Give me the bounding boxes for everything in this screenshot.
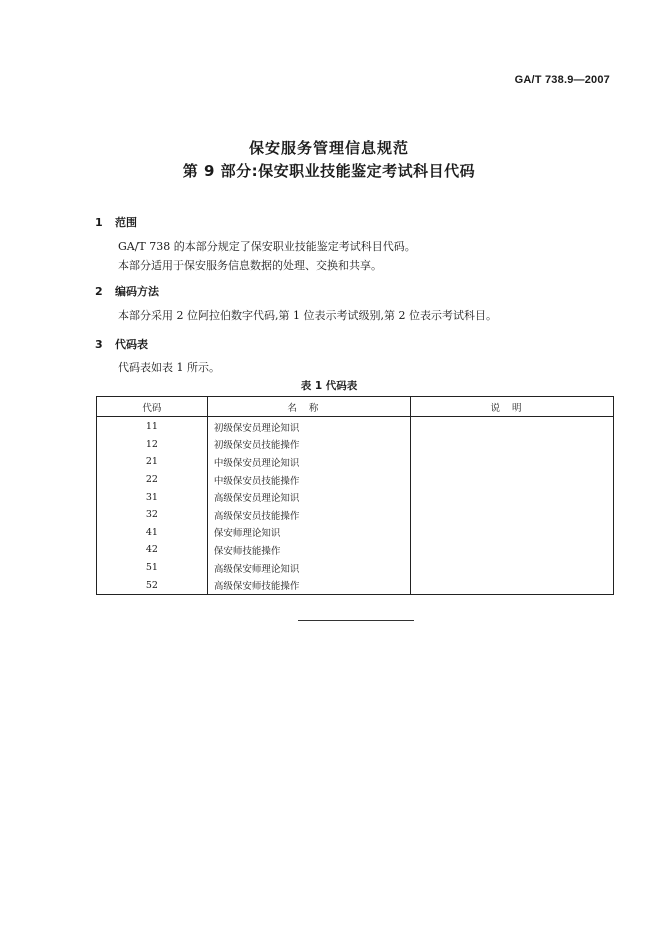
table-row — [97, 471, 614, 489]
table-row — [97, 506, 614, 524]
cell-name: 高级保安员理论知识 — [207, 488, 410, 506]
cell-code: 21 — [97, 453, 208, 471]
header-description: 说明 — [410, 397, 613, 417]
cell-name: 高级保安师技能操作 — [207, 576, 410, 594]
cell-name: 中级保安员理论知识 — [207, 453, 410, 471]
table-row — [97, 453, 614, 471]
cell-note — [410, 524, 613, 542]
section-heading-scope — [95, 214, 137, 230]
header-code: 代码 — [97, 397, 208, 417]
cell-name: 高级保安师理论知识 — [207, 559, 410, 577]
standard-code: GA/T 738.9—2007 — [514, 74, 610, 86]
cell-code: 41 — [97, 524, 208, 542]
table-header-row — [97, 397, 614, 417]
cell-note — [410, 541, 613, 559]
cell-name: 保安师理论知识 — [207, 524, 410, 542]
cell-note — [410, 436, 613, 454]
cell-code: 12 — [97, 436, 208, 454]
section-heading-code-table — [95, 336, 148, 352]
table-caption: 表 1 代码表 — [300, 380, 358, 392]
cell-code: 42 — [97, 541, 208, 559]
cell-name: 保安师技能操作 — [207, 541, 410, 559]
cell-code: 52 — [97, 576, 208, 594]
table-row — [97, 576, 614, 594]
document-title: 保安服务管理信息规范 — [248, 139, 409, 157]
section-heading-coding-method — [95, 283, 159, 299]
section-number: 2 — [95, 285, 103, 298]
paragraph: 本部分适用于保安服务信息数据的处理、交换和共享。 — [118, 259, 382, 272]
cell-note — [410, 417, 613, 436]
end-of-document-rule — [298, 620, 414, 621]
section-title: 代码表 — [115, 338, 148, 351]
cell-note — [410, 576, 613, 594]
document-subtitle: 第 9 部分:保安职业技能鉴定考试科目代码 — [182, 162, 476, 180]
header-name: 名称 — [207, 397, 410, 417]
cell-note — [410, 453, 613, 471]
cell-note — [410, 488, 613, 506]
cell-name: 初级保安员理论知识 — [207, 417, 410, 436]
cell-name: 中级保安员技能操作 — [207, 471, 410, 489]
table-row — [97, 436, 614, 454]
cell-name: 高级保安员技能操作 — [207, 506, 410, 524]
table-row — [97, 524, 614, 542]
paragraph: 本部分采用 2 位阿拉伯数字代码,第 1 位表示考试级别,第 2 位表示考试科目。 — [118, 309, 497, 322]
table-row — [97, 559, 614, 577]
paragraph: 代码表如表 1 所示。 — [118, 361, 220, 374]
cell-code: 31 — [97, 488, 208, 506]
table-row — [97, 541, 614, 559]
cell-name: 初级保安员技能操作 — [207, 436, 410, 454]
cell-code: 51 — [97, 559, 208, 577]
cell-note — [410, 559, 613, 577]
section-title: 编码方法 — [115, 285, 159, 298]
cell-code: 22 — [97, 471, 208, 489]
table-row — [97, 488, 614, 506]
section-number: 3 — [95, 338, 103, 351]
table-row — [97, 417, 614, 436]
cell-code: 11 — [97, 417, 208, 436]
cell-note — [410, 471, 613, 489]
section-number: 1 — [95, 216, 103, 229]
cell-note — [410, 506, 613, 524]
code-table — [96, 396, 614, 595]
section-title: 范围 — [115, 216, 137, 229]
paragraph: GA/T 738 的本部分规定了保安职业技能鉴定考试科目代码。 — [118, 240, 416, 253]
cell-code: 32 — [97, 506, 208, 524]
